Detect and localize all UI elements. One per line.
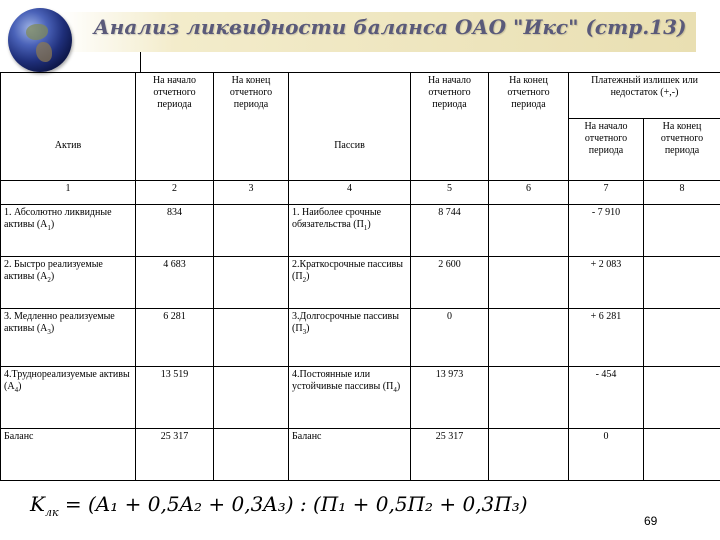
liability-end-value xyxy=(489,309,569,367)
asset-start-value: 6 281 xyxy=(136,309,214,367)
asset-name: 1. Абсолютно ликвидные активы $(А_1)$ xyxy=(1,205,136,257)
page-title: Анализ ликвидности баланса ОАО "Икс" (стр.13) xyxy=(93,15,687,39)
column-number: 3 xyxy=(214,181,289,205)
liability-start-value: 13 973 xyxy=(411,367,489,429)
asset-end-value xyxy=(214,309,289,367)
table-row xyxy=(1,257,720,309)
globe-land-shape xyxy=(36,42,52,62)
asset-name: Баланс xyxy=(1,429,136,481)
table-row xyxy=(1,429,720,481)
liability-name: 2.Краткосрочные пассивы $(П_2)$ xyxy=(289,257,411,309)
header-surplus: Платежный излишек или недостаток (+,-) xyxy=(569,73,720,119)
asset-start-value: 13 519 xyxy=(136,367,214,429)
surplus-start-value: 0 xyxy=(569,429,644,481)
surplus-end-value xyxy=(644,309,720,367)
surplus-end-value xyxy=(644,367,720,429)
globe-logo-icon xyxy=(8,8,72,72)
column-number: 5 xyxy=(411,181,489,205)
column-number: 8 xyxy=(644,181,720,205)
header-liabilities-end: На конец отчетного периода xyxy=(489,73,569,181)
liquidity-table xyxy=(0,72,720,481)
asset-end-value xyxy=(214,367,289,429)
surplus-start-value: + 2 083 xyxy=(569,257,644,309)
asset-end-value xyxy=(214,205,289,257)
column-number: 2 xyxy=(136,181,214,205)
header-assets-start: На начало отчетного периода xyxy=(136,73,214,181)
asset-end-value xyxy=(214,257,289,309)
surplus-end-value xyxy=(644,429,720,481)
column-number-row xyxy=(1,181,720,205)
header-aktiv: Актив xyxy=(1,73,136,181)
liability-name: 3.Долгосрочные пассивы $(П_3)$ xyxy=(289,309,411,367)
liability-start-value: 8 744 xyxy=(411,205,489,257)
column-number: 1 xyxy=(1,181,136,205)
formula-lhs-subscript: лк xyxy=(44,506,59,519)
liability-name: Баланс xyxy=(289,429,411,481)
liability-end-value xyxy=(489,205,569,257)
header-liabilities-start: На начало отчетного периода xyxy=(411,73,489,181)
column-number: 6 xyxy=(489,181,569,205)
formula-lhs: K xyxy=(30,492,45,516)
header-passiv: Пассив xyxy=(289,73,411,181)
surplus-start-value: - 454 xyxy=(569,367,644,429)
liability-start-value: 0 xyxy=(411,309,489,367)
liability-end-value xyxy=(489,257,569,309)
liability-start-value: 25 317 xyxy=(411,429,489,481)
asset-end-value xyxy=(214,429,289,481)
asset-name: 3. Медленно реализуемые активы $(А_3)$ xyxy=(1,309,136,367)
asset-start-value: 834 xyxy=(136,205,214,257)
table-row xyxy=(1,205,720,257)
header-assets-end: На конец отчетного периода xyxy=(214,73,289,181)
asset-name: 2. Быстро реализуемые активы $(А_2)$ xyxy=(1,257,136,309)
asset-start-value: 4 683 xyxy=(136,257,214,309)
formula-rhs: = (A₁ + 0,5A₂ + 0,3A₃) : (П₁ + 0,5П₂ + 0,3П₃) xyxy=(64,492,528,516)
column-number: 4 xyxy=(289,181,411,205)
asset-name: 4.Труднореализуемые активы $(А_4)$ xyxy=(1,367,136,429)
header-surplus-end: На конец отчетного периода xyxy=(644,119,720,181)
surplus-start-value: - 7 910 xyxy=(569,205,644,257)
surplus-start-value: + 6 281 xyxy=(569,309,644,367)
globe-land-shape xyxy=(26,24,48,40)
surplus-end-value xyxy=(644,205,720,257)
liability-name: 1. Наиболее срочные обязательства $(П_1)$ xyxy=(289,205,411,257)
page-number: 69 xyxy=(644,514,658,528)
liquidity-formula xyxy=(30,492,528,519)
header-surplus-start: На начало отчетного периода xyxy=(569,119,644,181)
divider-line xyxy=(140,52,141,72)
liability-end-value xyxy=(489,429,569,481)
asset-start-value: 25 317 xyxy=(136,429,214,481)
table-row xyxy=(1,367,720,429)
liability-start-value: 2 600 xyxy=(411,257,489,309)
surplus-end-value xyxy=(644,257,720,309)
table-row xyxy=(1,309,720,367)
column-number: 7 xyxy=(569,181,644,205)
liability-end-value xyxy=(489,367,569,429)
liability-name: 4.Постоянные или устойчивые пассивы $(П_4)$ xyxy=(289,367,411,429)
